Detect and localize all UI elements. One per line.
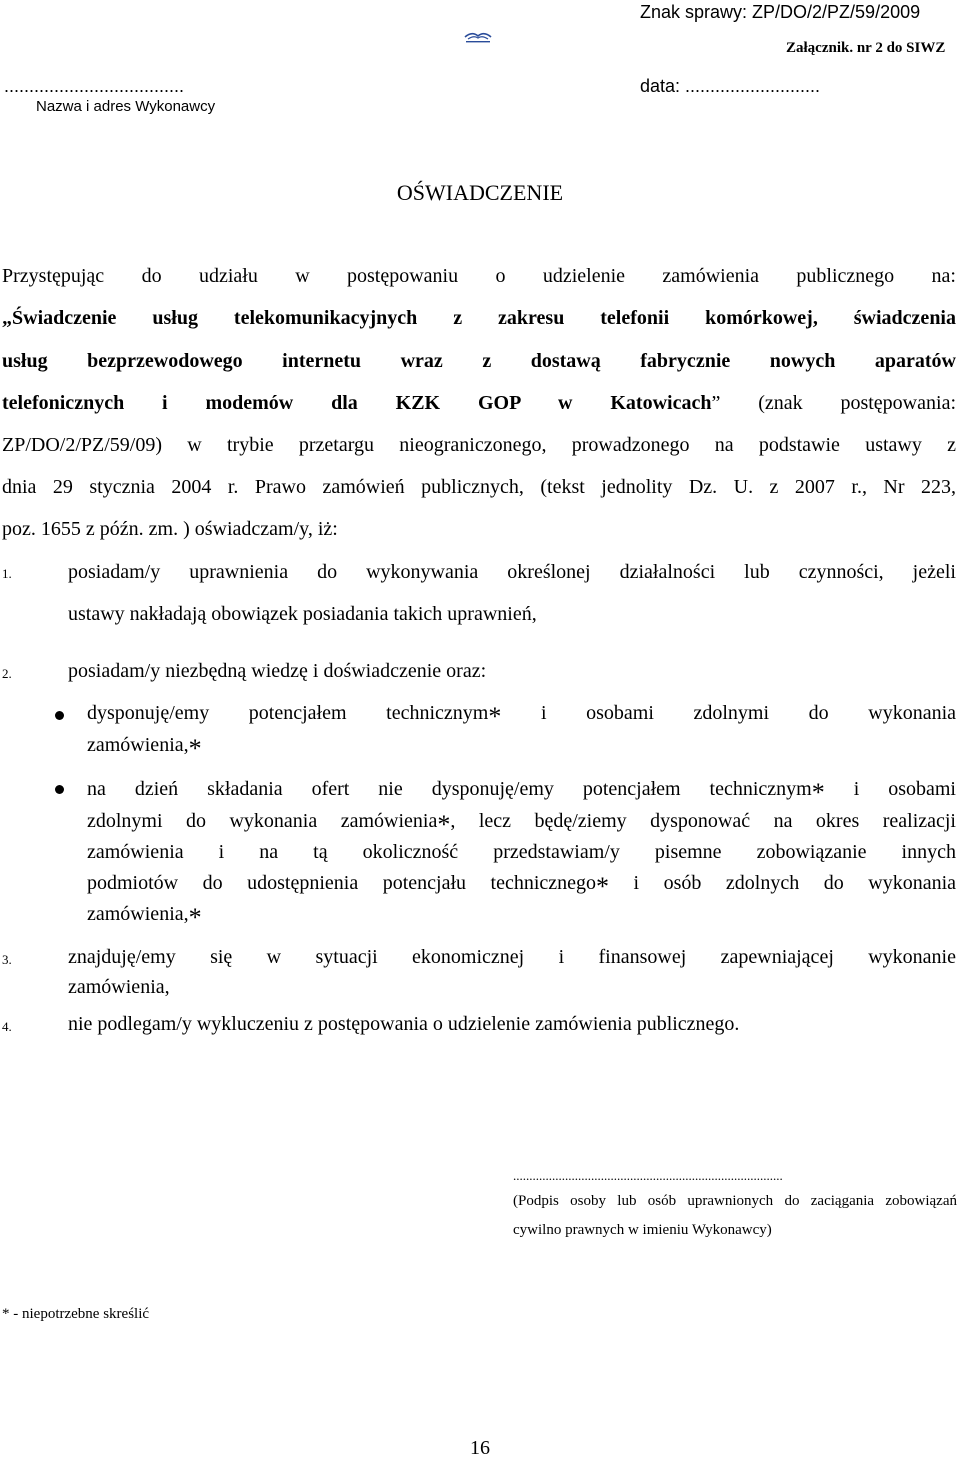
- annex-label: Załącznik. nr 2 do SIWZ: [786, 40, 946, 56]
- bullet-2-text-f: i osób zdolnych do wykonania: [609, 872, 957, 894]
- asterisk: *: [596, 872, 610, 901]
- bullet-1-text-a: dysponuję/emy potencjałem technicznym: [87, 702, 489, 724]
- item-number: 4.: [2, 1019, 12, 1034]
- item-1-line-1: posiadam/y uprawnienia do wykonywania określonej działalności lub czynności, jeżeli: [68, 561, 956, 583]
- asterisk: *: [811, 778, 825, 807]
- intro-line-1: Przystępując do udziału w postępowaniu o udzielenie zamówienia publicznego na:: [2, 265, 956, 287]
- bullet-2-text-g: zamówienia,: [87, 903, 189, 925]
- item-3-line-1: znajduję/emy się w sytuacji ekonomicznej i finansowej zapewniającej wykonanie: [68, 946, 956, 968]
- bullet-2-text-e: podmiotów do udostępnienia potencjału technicznego: [87, 872, 597, 894]
- asterisk: *: [437, 810, 451, 839]
- item-4-line-1: nie podlegam/y wykluczeniu z postępowania o udzielenie zamówienia publicznego.: [68, 1013, 740, 1035]
- bullet-2-line-5: [87, 903, 956, 932]
- item-1-line-2: ustawy nakładają obowiązek posiadania takich uprawnień,: [68, 603, 537, 625]
- case-reference: Znak sprawy: ZP/DO/2/PZ/59/2009: [640, 2, 921, 22]
- bullet-2-line-4: [87, 872, 957, 901]
- footnote: * - niepotrzebne skreślić: [2, 1306, 150, 1322]
- intro-line-4-bold: telefonicznych i modemów dla KZK GOP w Katowicach: [2, 392, 712, 414]
- bullet-1-line-1: [87, 702, 956, 731]
- intro-line-6: dnia 29 stycznia 2004 r. Prawo zamówień publicznych, (tekst jednolity Dz. U. z 2007 r., Nr 223,: [2, 476, 956, 498]
- kzk-gop-logo: [462, 30, 494, 44]
- signature-note-line-1: (Podpis osoby lub osób uprawnionych do zaciągania zobowiązań: [513, 1193, 957, 1209]
- bullet-dot: [55, 711, 64, 720]
- bullet-2-line-1: [87, 778, 956, 807]
- intro-line-5: ZP/DO/2/PZ/59/09) w trybie przetargu nieograniczonego, prowadzonego na podstawie ustawy z: [2, 434, 956, 456]
- item-number: 1.: [2, 566, 12, 581]
- contractor-name-field: ....................................: [4, 76, 185, 96]
- intro-line-7: poz. 1655 z późn. zm. ) oświadczam/y, iż:: [2, 518, 338, 540]
- bullet-2-text-d: , lecz będę/ziemy dysponować na okres realizacji: [450, 810, 956, 832]
- intro-line-2: „Świadczenie usług telekomunikacyjnych z zakresu telefonii komórkowej, świadczenia: [2, 307, 956, 329]
- date-field: data: ...........................: [640, 76, 821, 96]
- bullet-2-text-b: i osobami: [824, 778, 956, 800]
- bullet-1-line-2: [87, 734, 956, 763]
- intro-line-4: [2, 392, 956, 415]
- contractor-label: Nazwa i adres Wykonawcy: [36, 98, 216, 115]
- signature-note-line-2: cywilno prawnych w imieniu Wykonawcy): [513, 1222, 772, 1238]
- bullet-dot: [55, 785, 64, 794]
- bullet-1-text-c: zamówienia,: [87, 734, 189, 756]
- page-number: 16: [470, 1437, 490, 1459]
- item-number: 3.: [2, 952, 12, 967]
- document-title: OŚWIADCZENIE: [396, 180, 564, 205]
- asterisk: *: [188, 903, 202, 932]
- bullet-2-text-c: zdolnymi do wykonania zamówienia: [87, 810, 438, 832]
- item-2-line-1: posiadam/y niezbędną wiedzę i doświadczenie oraz:: [68, 660, 487, 682]
- intro-line-3: usług bezprzewodowego internetu wraz z dostawą fabrycznie nowych aparatów: [2, 350, 956, 372]
- item-number: 2.: [2, 666, 12, 681]
- item-3-line-2: zamówienia,: [68, 976, 170, 998]
- bullet-2-line-2: [87, 810, 956, 839]
- asterisk: *: [488, 702, 502, 731]
- bullet-2-text-a: na dzień składania ofert nie dysponuję/emy potencjałem technicznym: [87, 778, 812, 800]
- asterisk: *: [188, 734, 202, 763]
- bullet-2-line-3: zamówienia i na tą okoliczność przedstawiam/y pisemne zobowiązanie innych: [87, 841, 956, 863]
- signature-line: ...................................................................................: [513, 1168, 783, 1183]
- intro-line-4-rest: ” (znak postępowania:: [711, 392, 956, 414]
- bullet-1-text-b: i osobami zdolnymi do wykonania: [501, 702, 956, 724]
